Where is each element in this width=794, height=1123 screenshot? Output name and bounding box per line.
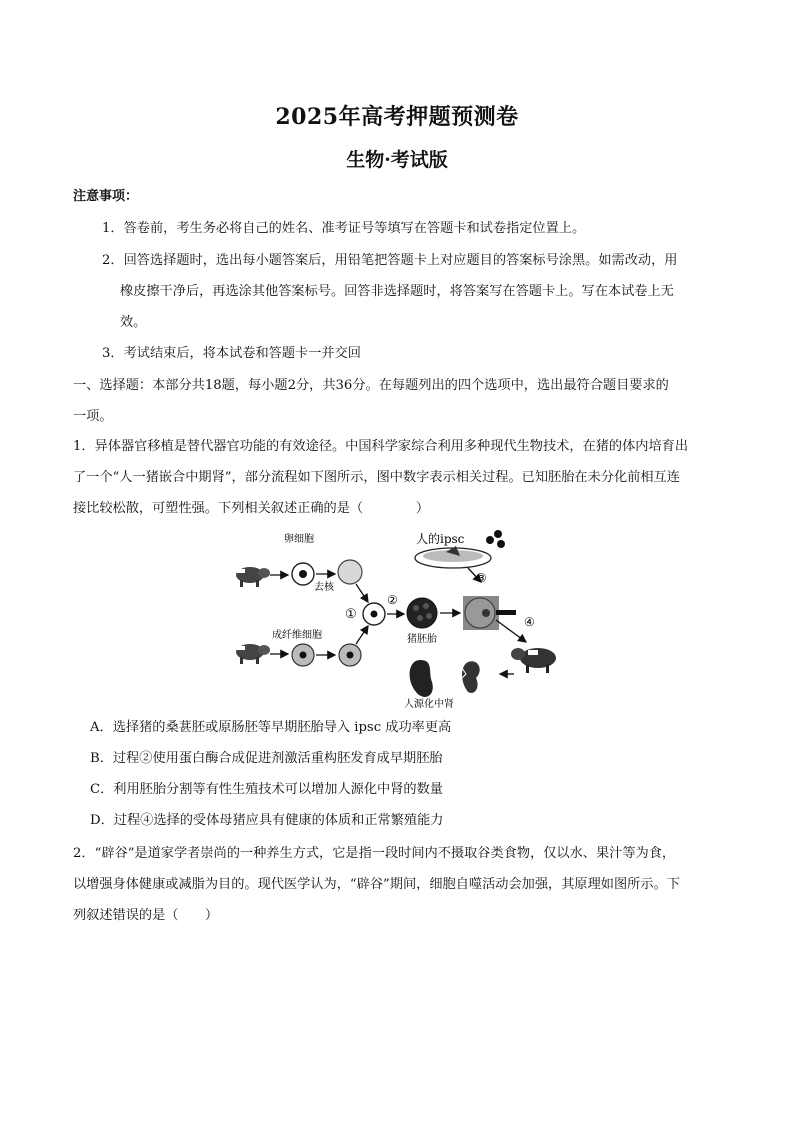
- question-2-stem-line-1: 2．“辟谷”是道家学者崇尚的一种养生方式，它是指一段时间内不摄取谷类食物，仅以水、果汁等为食，: [73, 846, 676, 861]
- question-2-stem-line-2: 以增强身体健康或减脂为目的。现代医学认为，“辟谷”期间，细胞自噬活动会加强，其原理如图所示。下: [73, 877, 680, 892]
- pig-embryo-icon: [407, 598, 437, 628]
- step-2-marker: ②: [387, 593, 398, 607]
- human-ipsc-label: 人的ipsc: [416, 532, 465, 546]
- question-2-stem-line-3: 列叙述错误的是（ ）: [73, 908, 219, 923]
- exam-title: 2025年高考押题预测卷: [275, 104, 519, 130]
- notice-item-2-line-1: 2．回答选择题时，选出每小题答案后，用铅笔把答题卡上对应题目的答案标号涂黑。如需改动，用: [102, 253, 678, 268]
- step-3-marker: ③: [476, 571, 487, 585]
- question-1-stem-line-1: 1．异体器官移植是替代器官功能的有效途径。中国科学家综合利用多种现代生物技术，在猪的体内培育出: [73, 439, 689, 454]
- question-1-figure: [228, 520, 568, 710]
- step-4-marker: ④: [524, 615, 535, 629]
- surrogate-pig-icon: [511, 648, 556, 673]
- question-1-option-a[interactable]: A．选择猪的桑葚胚或原肠胚等早期胚胎导入 ipsc 成功率更高: [90, 720, 452, 735]
- fibroblast-label: 成纤维细胞: [272, 630, 322, 641]
- humanized-mesonephros-label: 人源化中肾: [404, 699, 454, 710]
- question-1-option-c[interactable]: C．利用胚胎分割等有性生殖技术可以增加人源化中肾的数量: [90, 782, 443, 797]
- enucleated-egg-icon: [338, 560, 362, 584]
- egg-cell-icon: [292, 563, 314, 585]
- pig-icon-donor-egg: [236, 567, 270, 587]
- notice-item-2-line-2: 橡皮擦干净后，再选涂其他答案标号。回答非选择题时，将答案写在答题卡上。写在本试卷上无: [120, 284, 674, 299]
- notice-item-2-line-3: 效。: [120, 315, 147, 330]
- chimeric-embryo-icon: [463, 596, 516, 630]
- question-1-option-b[interactable]: B．过程②使用蛋白酶合成促进剂激活重构胚发育成早期胚胎: [90, 751, 443, 766]
- egg-cell-label: 卵细胞: [284, 534, 314, 545]
- notice-item-1: 1．答卷前，考生务必将自己的姓名、准考证号等填写在答题卡和试卷指定位置上。: [102, 221, 586, 236]
- reconstructed-embryo-icon: [363, 603, 385, 625]
- kidney-icon: [410, 660, 480, 697]
- notice-heading: 注意事项：: [73, 189, 139, 204]
- ipsc-cells-icon: [486, 530, 505, 548]
- question-1-stem-line-3: 接比较松散，可塑性强。下列相关叙述正确的是（ ）: [73, 501, 430, 516]
- fibroblast-nucleus-cell-icon: [339, 644, 361, 666]
- question-1-stem-line-2: 了一个“人一猪嵌合中期肾”，部分流程如下图所示，图中数字表示相关过程。已知胚胎在未分化前相互连: [73, 470, 680, 485]
- petri-dish-icon: [415, 546, 491, 568]
- question-1-option-d[interactable]: D．过程④选择的受体母猪应具有健康的体质和正常繁殖能力: [90, 813, 444, 828]
- exam-subtitle: 生物·考试版: [346, 149, 448, 171]
- step-1-marker: ①: [345, 607, 357, 622]
- pig-embryo-label: 猪胚胎: [407, 634, 437, 645]
- section-header-line-1: 一、选择题：本部分共18题，每小题2分，共36分。在每题列出的四个选项中，选出最符合题目要求的: [73, 378, 669, 393]
- pig-icon-donor-fibroblast: [236, 644, 270, 664]
- section-header-line-2: 一项。: [73, 409, 113, 424]
- fibroblast-cell-icon: [292, 644, 314, 666]
- notice-item-3: 3．考试结束后，将本试卷和答题卡一并交回: [102, 346, 361, 361]
- enucleation-label: 去核: [314, 582, 334, 593]
